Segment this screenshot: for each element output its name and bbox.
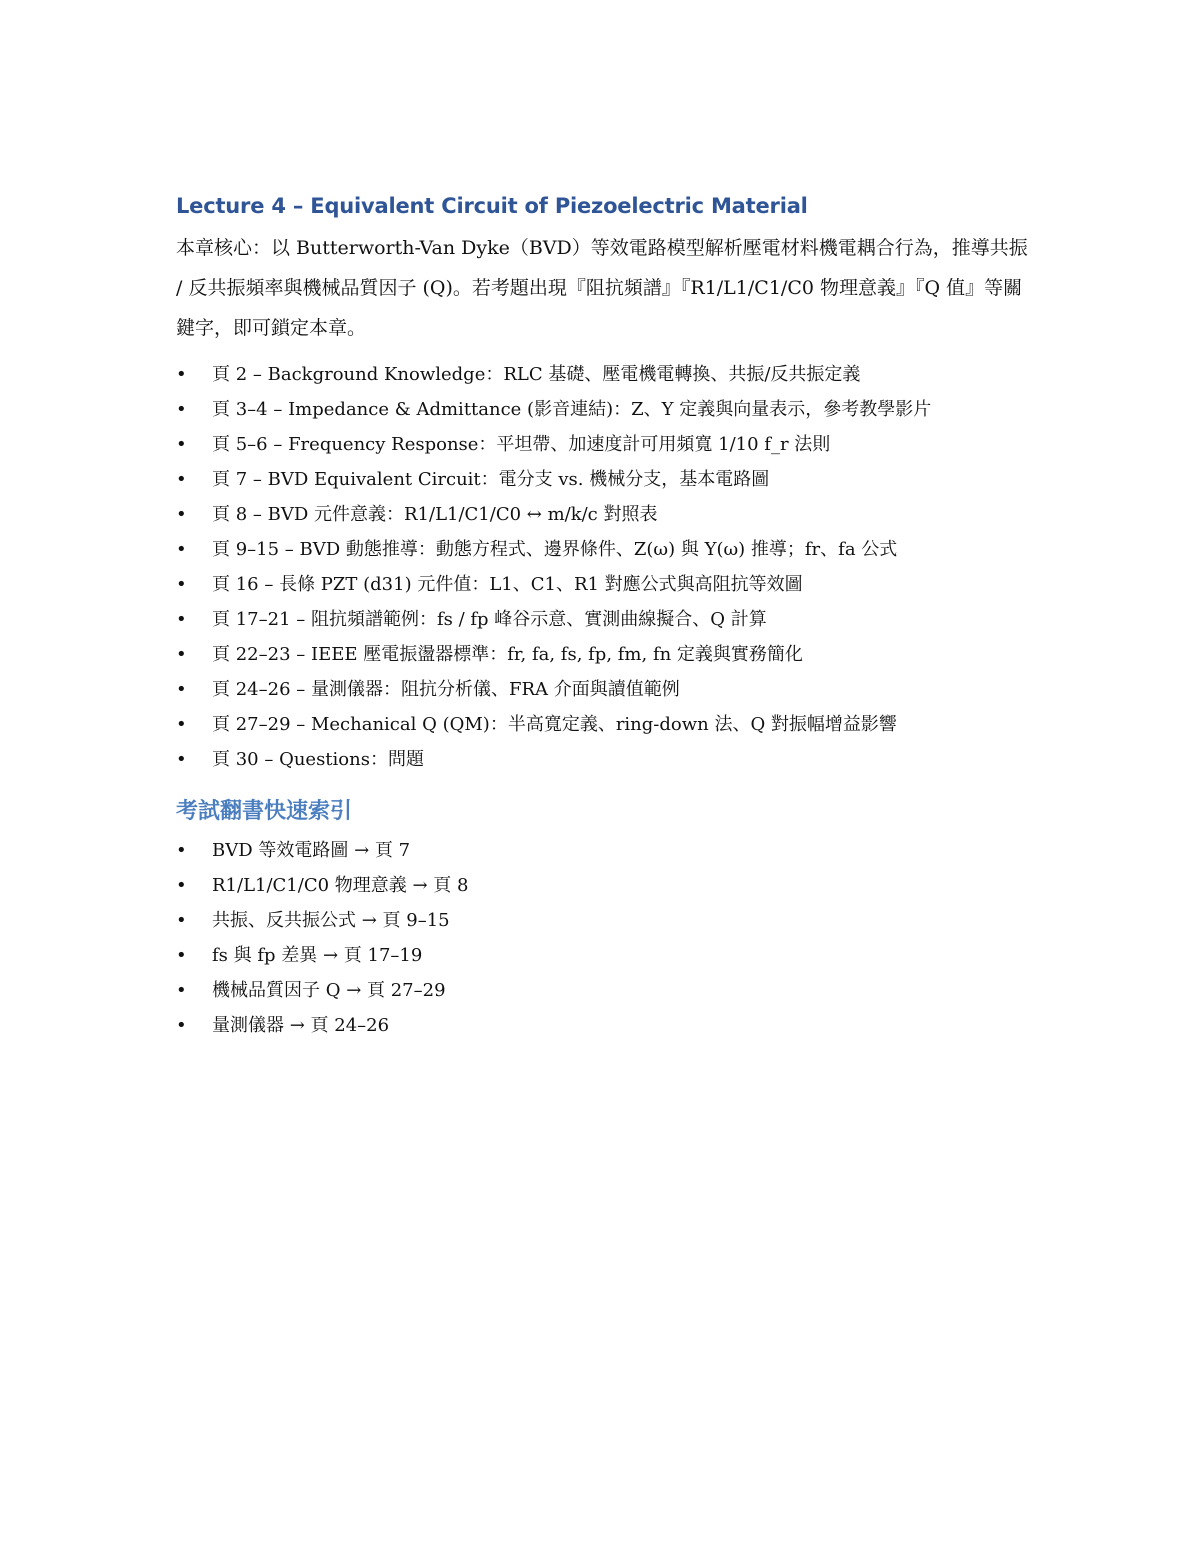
bullet-icon: •	[176, 1015, 187, 1036]
index-list-item	[176, 974, 1036, 1007]
page-list-text: 頁 8 – BVD 元件意義：R1/L1/C1/C0 ↔ m/k/c 對照表	[212, 504, 658, 525]
page-list-item	[176, 463, 1036, 496]
page-list-item	[176, 708, 1036, 741]
intro-paragraph: 本章核心：以 Butterworth-Van Dyke（BVD）等效電路模型解析壓電材料機電耦合行為，推導共振 / 反共振頻率與機械品質因子 (Q)。若考題出現『阻抗頻譜』『R1/L1/C1/C0 物理意義』『Q 值』等關鍵字，即可鎖定本章。	[176, 237, 1028, 339]
document-page	[176, 190, 1036, 1044]
page-list-item	[176, 638, 1036, 671]
bullet-icon: •	[176, 945, 187, 966]
bullet-icon: •	[176, 875, 187, 896]
page-list-text: 頁 3–4 – Impedance & Admittance (影音連結)：Z、Y 定義與向量表示，參考教學影片	[212, 399, 932, 420]
page-list-text: 頁 22–23 – IEEE 壓電振盪器標準：fr, fa, fs, fp, fm, fn 定義與實務簡化	[212, 644, 803, 665]
index-section-title: 考試翻書快速索引	[176, 799, 353, 824]
page-list-item	[176, 568, 1036, 601]
page-list-item	[176, 603, 1036, 636]
bullet-icon: •	[176, 574, 187, 595]
bullet-icon: •	[176, 749, 187, 770]
page-list	[176, 358, 1036, 776]
bullet-icon: •	[176, 714, 187, 735]
page-list-text: 頁 30 – Questions：問題	[212, 749, 424, 770]
bullet-icon: •	[176, 539, 187, 560]
page-list-item	[176, 428, 1036, 461]
page-list-text: 頁 24–26 – 量測儀器：阻抗分析儀、FRA 介面與讀值範例	[212, 679, 680, 700]
index-list-text: 機械品質因子 Q → 頁 27–29	[212, 980, 446, 1001]
page-list-item	[176, 533, 1036, 566]
index-list-text: R1/L1/C1/C0 物理意義 → 頁 8	[212, 875, 469, 896]
page-list-text: 頁 16 – 長條 PZT (d31) 元件值：L1、C1、R1 對應公式與高阻抗等效圖	[212, 574, 803, 595]
bullet-icon: •	[176, 609, 187, 630]
index-list-text: fs 與 fp 差異 → 頁 17–19	[212, 945, 423, 966]
index-list-text: BVD 等效電路圖 → 頁 7	[212, 840, 411, 861]
document-title: Lecture 4 – Equivalent Circuit of Piezoelectric Material	[176, 194, 808, 218]
index-list-item	[176, 869, 1036, 902]
bullet-icon: •	[176, 679, 187, 700]
page-list-text: 頁 17–21 – 阻抗頻譜範例：fs / fp 峰谷示意、實測曲線擬合、Q 計算	[212, 609, 767, 630]
page-list-text: 頁 2 – Background Knowledge：RLC 基礎、壓電機電轉換、共振/反共振定義	[212, 364, 861, 385]
bullet-icon: •	[176, 980, 187, 1001]
page-list-item	[176, 358, 1036, 391]
index-list-item	[176, 1009, 1036, 1042]
index-list-text: 量測儀器 → 頁 24–26	[212, 1015, 390, 1036]
page-list-item	[176, 393, 1036, 426]
index-list	[176, 834, 1036, 1042]
page-list-item	[176, 498, 1036, 531]
bullet-icon: •	[176, 910, 187, 931]
page-list-text: 頁 7 – BVD Equivalent Circuit：電分支 vs. 機械分支，基本電路圖	[212, 469, 770, 490]
page-list-item	[176, 673, 1036, 706]
bullet-icon: •	[176, 399, 187, 420]
bullet-icon: •	[176, 434, 187, 455]
index-list-item	[176, 939, 1036, 972]
bullet-icon: •	[176, 364, 187, 385]
index-list-text: 共振、反共振公式 → 頁 9–15	[212, 910, 450, 931]
page-list-text: 頁 9–15 – BVD 動態推導：動態方程式、邊界條件、Z(ω) 與 Y(ω) 推導；fr、fa 公式	[212, 539, 898, 560]
index-list-item	[176, 834, 1036, 867]
page-list-item	[176, 743, 1036, 776]
bullet-icon: •	[176, 644, 187, 665]
bullet-icon: •	[176, 469, 187, 490]
bullet-icon: •	[176, 504, 187, 525]
page-list-text: 頁 27–29 – Mechanical Q (QM)：半高寬定義、ring-down 法、Q 對振幅增益影響	[212, 714, 897, 735]
bullet-icon: •	[176, 840, 187, 861]
index-list-item	[176, 904, 1036, 937]
page-list-text: 頁 5–6 – Frequency Response：平坦帶、加速度計可用頻寬 1/10 f_r 法則	[212, 434, 831, 455]
